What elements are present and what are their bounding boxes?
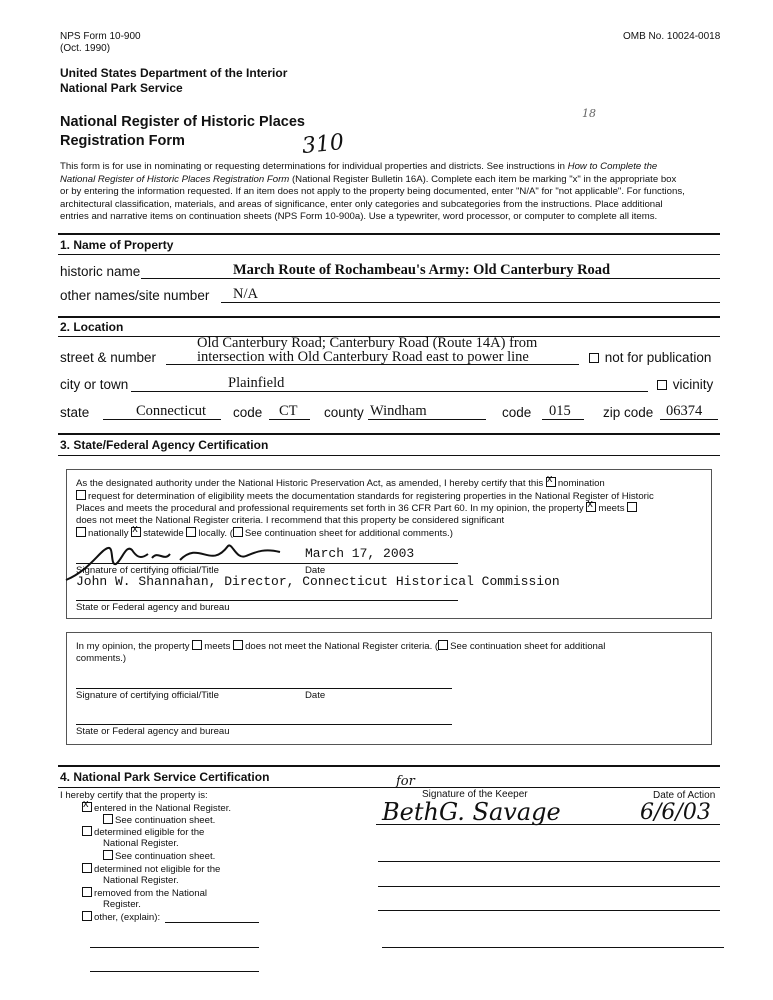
city-label: city or town xyxy=(60,377,129,392)
section-3-underline xyxy=(58,455,720,456)
not-for-publication[interactable]: not for publication xyxy=(589,350,711,365)
other-explain-line-2 xyxy=(90,947,259,948)
signature-label-1: Signature of certifying official/Title xyxy=(76,565,219,576)
signature-line-2 xyxy=(76,688,452,689)
state-code-label: code xyxy=(233,405,263,420)
street-value-line-1[interactable]: Old Canterbury Road; Canterbury Road (Route 14A) from xyxy=(197,335,538,351)
option-entered: xentered in the National Register. xyxy=(82,802,231,815)
agency-line-2 xyxy=(76,724,452,725)
service-name: National Park Service xyxy=(60,81,183,95)
other-explain-line-1 xyxy=(165,922,259,923)
not-eligible-checkbox[interactable] xyxy=(82,863,92,873)
other-names-line xyxy=(221,302,720,303)
keeper-line-3 xyxy=(378,886,720,887)
vicinity-checkbox[interactable] xyxy=(657,380,667,390)
keeper-signature: BethG. Savage xyxy=(382,798,561,826)
cert-line-1: As the designated authority under the National Historic Preservation Act, as amended, I hereby certify that this x nomination xyxy=(76,477,605,490)
historic-name-label: historic name xyxy=(60,264,141,279)
section-4-underline xyxy=(58,787,720,788)
opinion-line-2: comments.) xyxy=(76,652,127,664)
keeper-line-5 xyxy=(382,947,724,948)
for-note: for xyxy=(396,774,415,789)
opinion-continuation-checkbox[interactable] xyxy=(438,640,448,650)
zip-label: zip code xyxy=(603,405,654,420)
handwritten-reference: 310 xyxy=(300,129,346,160)
signature-line-1 xyxy=(76,563,458,564)
section-4-heading: 4. National Park Service Certification xyxy=(60,770,270,784)
entered-continuation-checkbox[interactable] xyxy=(103,814,113,824)
zip-line xyxy=(660,419,718,420)
county-value[interactable]: Windham xyxy=(370,403,427,419)
opinion-meets-checkbox[interactable] xyxy=(192,640,202,650)
nps-cert-intro: I hereby certify that the property is: xyxy=(60,790,208,801)
option-other: other, (explain): xyxy=(82,911,160,924)
intro-line-2: National Register of Historic Places Registration Form (National Register Bulletin 16A). Complete each item be marking "x" in the appropriate box xyxy=(60,173,677,185)
county-label: county xyxy=(324,405,364,420)
keeper-line-1 xyxy=(376,824,720,825)
form-title: National Register of Historic Places xyxy=(60,114,305,130)
agency-label-2: State or Federal agency and bureau xyxy=(76,726,230,737)
option-not-eligible-2: National Register. xyxy=(103,875,179,886)
intro-line-5: entries and narrative items on continuation sheets (NPS Form 10-900a). Use a typewriter, word processor, or computer to complete all items. xyxy=(60,211,658,222)
historic-name-line xyxy=(141,278,720,279)
county-code-value[interactable]: 015 xyxy=(549,403,571,419)
signature-label-2: Signature of certifying official/Title xyxy=(76,690,219,701)
state-value[interactable]: Connecticut xyxy=(136,403,207,419)
cert-line-4: does not meet the National Register criteria. I recommend that this property be considered significant xyxy=(76,514,505,526)
option-eligible-continuation: See continuation sheet. xyxy=(103,850,215,863)
city-line xyxy=(131,391,648,392)
option-removed: removed from the National xyxy=(82,887,207,900)
section-2-rule xyxy=(58,316,720,318)
other-names-value[interactable]: N/A xyxy=(233,286,258,302)
nomination-checkbox[interactable] xyxy=(546,477,556,487)
certifying-official-name[interactable]: John W. Shannahan, Director, Connecticut Historical Commission xyxy=(76,574,560,589)
section-4-rule xyxy=(58,765,720,767)
omb-number: OMB No. 10024-0018 xyxy=(623,31,721,42)
certification-date[interactable]: March 17, 2003 xyxy=(305,546,415,561)
date-label-1: Date xyxy=(305,565,326,576)
option-eligible: determined eligible for the xyxy=(82,826,204,839)
opinion-line-1: In my opinion, the property meets does not meet the National Register criteria. ( See continuation sheet for additional xyxy=(76,641,606,652)
agency-label-1: State or Federal agency and bureau xyxy=(76,602,230,613)
department-name: United States Department of the Interior xyxy=(60,66,288,80)
other-checkbox[interactable] xyxy=(82,911,92,921)
date-label-2: Date xyxy=(305,690,326,701)
city-value[interactable]: Plainfield xyxy=(228,375,285,391)
intro-line-4: architectural classification, materials, and areas of significance, enter only categories and subcategories from the instructions. Place additional xyxy=(60,198,663,210)
county-line xyxy=(368,419,486,420)
agency-line-1 xyxy=(76,600,458,601)
eligible-continuation-checkbox[interactable] xyxy=(103,850,113,860)
option-removed-2: Register. xyxy=(103,899,141,910)
street-line xyxy=(166,364,579,365)
historic-name-value[interactable]: March Route of Rochambeau's Army: Old Canterbury Road xyxy=(233,262,611,278)
removed-checkbox[interactable] xyxy=(82,887,92,897)
section-1-underline xyxy=(58,254,720,255)
state-code-line xyxy=(269,419,310,420)
eligible-checkbox[interactable] xyxy=(82,826,92,836)
form-number: NPS Form 10-900 xyxy=(60,31,141,42)
date-of-action-label: Date of Action xyxy=(653,790,716,801)
street-label: street & number xyxy=(60,350,157,365)
entered-checkbox[interactable] xyxy=(82,802,92,812)
form-date: (Oct. 1990) xyxy=(60,43,111,54)
other-names-label: other names/site number xyxy=(60,288,210,303)
keeper-line-4 xyxy=(378,910,720,911)
date-of-action-value[interactable]: 6/6/03 xyxy=(640,800,711,825)
state-line xyxy=(103,419,221,420)
request-checkbox[interactable] xyxy=(76,490,86,500)
state-label: state xyxy=(60,405,90,420)
opinion-does-not-meet-checkbox[interactable] xyxy=(233,640,243,650)
section-3-rule xyxy=(58,433,720,435)
option-not-eligible: determined not eligible for the xyxy=(82,863,220,876)
county-code-line xyxy=(542,419,584,420)
option-entered-continuation: See continuation sheet. xyxy=(103,814,215,827)
section-3-heading: 3. State/Federal Agency Certification xyxy=(60,438,269,452)
not-for-publication-checkbox[interactable] xyxy=(589,353,599,363)
intro-line-1: This form is for use in nominating or requesting determinations for individual properties and districts. See instructions in How to Complete the xyxy=(60,161,658,172)
cert-line-3: Places and meets the procedural and professional requirements set forth in 36 CFR Part 60. In my opinion, the property x meets xyxy=(76,502,639,515)
section-1-heading: 1. Name of Property xyxy=(60,238,174,252)
does-not-meet-checkbox[interactable] xyxy=(627,502,637,512)
section-1-rule xyxy=(58,233,720,235)
other-explain-line-3 xyxy=(90,971,259,972)
corner-mark: 18 xyxy=(582,107,596,120)
county-code-label: code xyxy=(502,405,532,420)
form-subtitle: Registration Form xyxy=(60,133,185,149)
street-value-line-2[interactable]: intersection with Old Canterbury Road east to power line xyxy=(197,349,529,365)
vicinity[interactable]: vicinity xyxy=(657,377,713,392)
keeper-signature-label: Signature of the Keeper xyxy=(422,789,528,800)
meets-checkbox[interactable] xyxy=(586,502,596,512)
zip-value[interactable]: 06374 xyxy=(666,403,703,419)
cert-line-2: request for determination of eligibility meets the documentation standards for registering properties in the National Register of Historic xyxy=(76,490,654,503)
state-code-value[interactable]: CT xyxy=(279,403,298,419)
section-2-heading: 2. Location xyxy=(60,320,124,334)
keeper-line-2 xyxy=(378,861,720,862)
cert-line-5: nationally x statewide locally. ( See continuation sheet for additional comments.) xyxy=(76,527,453,540)
option-eligible-2: National Register. xyxy=(103,838,179,849)
intro-line-3: or by entering the information requested. If an item does not apply to the property being documented, enter "N/A" for "not applicable". For functions, xyxy=(60,186,685,197)
